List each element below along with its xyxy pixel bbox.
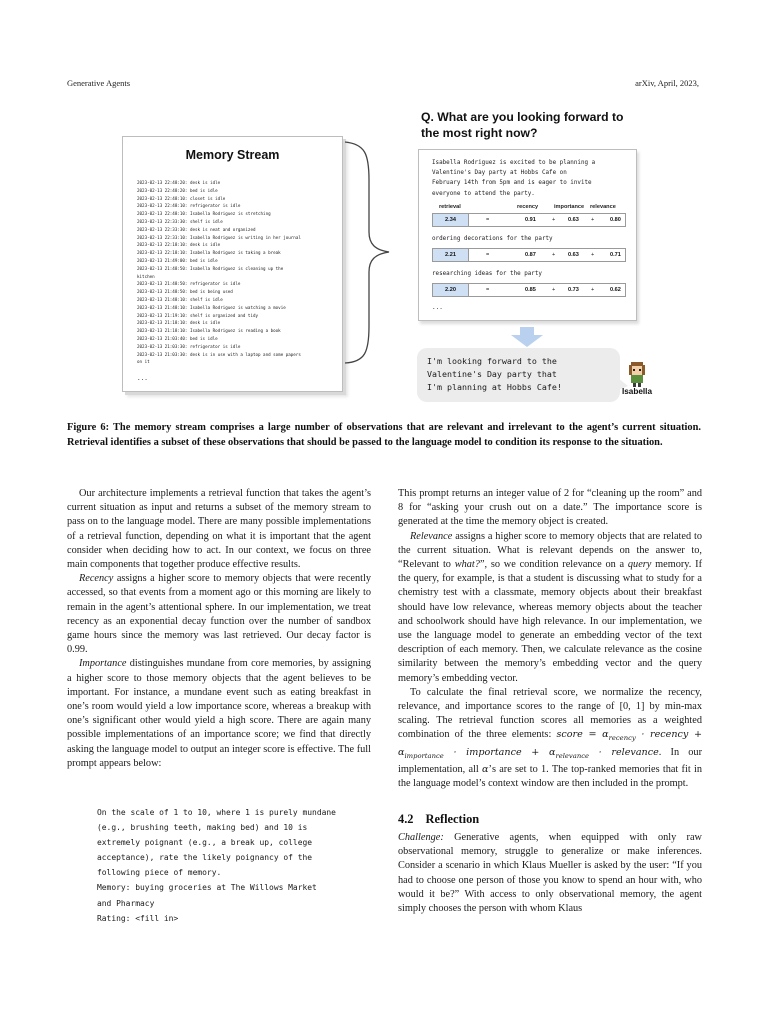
memory-entry: 2023-02-13 21:48:10: Isabella Rodriguez is watching a movie bbox=[137, 304, 286, 310]
plus-sign: + bbox=[591, 252, 595, 258]
memory-entry: 2023-02-13 21:18:10: desk is idle bbox=[137, 320, 221, 326]
plus-sign: + bbox=[552, 287, 556, 293]
memory-entry: kitchen bbox=[137, 273, 155, 279]
question-title bbox=[421, 110, 661, 141]
memory-entry: 2023-02-13 22:33:30: shelf is idle bbox=[137, 218, 223, 224]
answer-speech-bubble bbox=[417, 348, 620, 402]
plus-sign: + bbox=[591, 217, 595, 223]
importance-prompt: On the scale of 1 to 10, where 1 is purely mundane (e.g., brushing teeth, making bed) and 10 is extremely poignant (e.g., a break up, college acceptance), rate the likely poignancy of the following piece of memory. Memory: buying groceries at The Willows Market and Pharmacy Rating: <fill in> bbox=[97, 808, 336, 923]
memory-entry: 2023-02-13 21:18:10: Isabella Rodriguez is reading a book bbox=[137, 328, 281, 334]
paragraph-text: Generative agents, when equipped with only raw observational memory, struggle to generalize or make inferences. Consider a scenario in which Klaus Mueller is asked by the user: “If you had to choose one person of those you know to spend an hour with, who would it be?” With access to only observational memory, the agent simply chooses the person with whom Klaus bbox=[398, 832, 702, 915]
retrieval-ellipsis: ... bbox=[432, 304, 443, 311]
paragraph-text: assigns a higher score to memory objects that are related to the current situation. What is relevant depends on the answer to, “Relevant to bbox=[398, 530, 702, 571]
memory-entry: 2023-02-13 21:03:40: bed is idle bbox=[137, 335, 218, 341]
section-title: Reflection bbox=[425, 812, 480, 826]
equals-sign: = bbox=[486, 217, 490, 223]
paragraph-text: distinguishes mundane from core memories, by assigning a higher score to those memory objects that the agent believes to be important. For instance, a mundane event such as eating breakfast in one’s room would yield a low importance score, whereas a breakup with one’s significant other would yield a high score. There are again many possible implementations of an importance score; we find that directly asking the language model to output an integer score is effective. The full prompt appears below: bbox=[67, 658, 371, 769]
memory-text-line: everyone to attend the party. bbox=[432, 190, 535, 197]
header-importance: importance bbox=[554, 204, 585, 210]
header-recency: recency bbox=[517, 204, 539, 210]
recency-score: 0.85 bbox=[525, 287, 536, 293]
paragraph bbox=[398, 686, 702, 791]
retrieval-score: 2.21 bbox=[433, 249, 469, 261]
memory-entry: 2023-02-13 21:49:00: bed is idle bbox=[137, 257, 218, 263]
right-column bbox=[398, 487, 702, 791]
memory-entry: on it bbox=[137, 359, 150, 365]
alpha-symbol: α bbox=[482, 763, 489, 775]
paragraph bbox=[67, 657, 371, 771]
relevance-score: 0.80 bbox=[610, 217, 621, 223]
memory-entry: 2023-02-13 21:48:50: bed is being used bbox=[137, 289, 233, 295]
paragraph-text: memory. If the query, for example, is that a student is discussing what to study for a chemistry test with a classmate, memory objects about their breakfast should have low relevance, whereas memory objects about the teacher and schoolwork should have high relevance. In our implementation, we use the language model to generate an embedding vector of the text description of each memory. Then, we calculate relevance as the cosine similarity between the memory’s embedding vector and the query memory’s embedding vector. bbox=[398, 559, 702, 684]
term: Recency bbox=[79, 573, 114, 585]
memory-stream-panel bbox=[122, 136, 343, 392]
paragraph-text: To calculate the final retrieval score, we normalize the recency, relevance, and importance scores to the range of [0, 1] by min-max scaling. The retrieval function scores all memories as a weighted combination of the three elements: bbox=[398, 686, 702, 741]
paragraph bbox=[398, 530, 702, 686]
memory-entry: 2023-02-13 22:48:20: bed is idle bbox=[137, 187, 218, 193]
left-column bbox=[67, 487, 371, 771]
arrow-down-icon bbox=[510, 327, 544, 347]
memory-text-line: Isabella Rodriguez is excited to be planning a bbox=[432, 160, 596, 166]
memory-entry: 2023-02-13 22:18:10: Isabella Rodriguez is taking a break bbox=[137, 250, 281, 256]
memory-text-line: February 14th from 5pm and is eager to invite bbox=[432, 180, 592, 187]
score-row bbox=[432, 213, 626, 227]
equals-sign: = bbox=[486, 252, 490, 258]
retrieved-memory-1 bbox=[432, 158, 632, 199]
equals-sign: = bbox=[486, 287, 490, 293]
relevance-score: 0.71 bbox=[610, 252, 621, 258]
memory-entry: 2023-02-13 22:33:30: desk is neat and organized bbox=[137, 226, 256, 232]
importance-score: 0.63 bbox=[568, 252, 579, 258]
importance-score: 0.63 bbox=[568, 217, 579, 223]
memory-stream-title: Memory Stream bbox=[185, 148, 280, 162]
header-retrieval: retrieval bbox=[439, 204, 461, 210]
section-heading bbox=[398, 812, 479, 827]
memory-entry: 2023-02-13 21:48:10: shelf is idle bbox=[137, 296, 223, 302]
term: Challenge: bbox=[398, 832, 444, 843]
plus-sign: + bbox=[552, 252, 556, 258]
score-row bbox=[432, 283, 626, 297]
paragraph: This prompt returns an integer value of 2 for “cleaning up the room” and 8 for “asking your crush out on a date.” The importance score is generated at the time the memory object is created. bbox=[398, 488, 702, 528]
memory-entry: 2023-02-13 21:48:50: Isabella Rodriguez is cleaning up the bbox=[137, 265, 284, 271]
paragraph-text: assigns a higher score to memory objects that were recently accessed, so that events from a moment ago or this morning are likely to remain in the agent’s attentional sphere. In our implementation, we treat recency as an exponential decay function over the number of sandbox game hours since the memory was last retrieved. Our decay factor is 0.99. bbox=[67, 573, 371, 656]
right-column-continued bbox=[398, 831, 702, 916]
memory-entry: 2023-02-13 21:48:50: refrigerator is idle bbox=[137, 281, 241, 287]
retrieval-score: 2.34 bbox=[433, 214, 469, 226]
retrieved-memory-3: researching ideas for the party bbox=[432, 271, 542, 277]
memory-entry: 2023-02-13 22:33:10: Isabella Rodriguez is writing in her journal bbox=[137, 234, 301, 240]
memory-entry: 2023-02-13 22:48:20: desk is idle bbox=[137, 180, 221, 185]
memory-entry: 2023-02-13 22:48:10: refrigerator is idle bbox=[137, 203, 241, 209]
term: Relevance bbox=[410, 530, 453, 542]
memory-entry: 2023-02-13 21:03:30: refrigerator is idle bbox=[137, 343, 241, 349]
memory-stream-list bbox=[137, 179, 337, 366]
question-line: the most right now? bbox=[421, 125, 538, 140]
paragraph: Our architecture implements a retrieval function that takes the agent’s current situation as input and returns a subset of the memory stream to pass on to the language model. There are many possible implementations of a retrieval function, depending on what it is important that the agent consider when deciding how to act. In our context, we focus on three main components that together produce effective results. bbox=[67, 488, 371, 571]
running-header-right: arXiv, April, 2023, bbox=[635, 78, 699, 88]
figure-caption: Figure 6: The memory stream comprises a large number of observations that are relevant and irrelevant to the agent’s current situation. Retrieval identifies a subset of these observations that should be passed to the language model to condition its response to the situation. bbox=[67, 422, 701, 449]
paragraph-text: ”, so we condition relevance on a bbox=[479, 559, 628, 571]
emphasis: query bbox=[627, 559, 652, 571]
memory-entry: 2023-02-13 21:19:10: shelf is organized and tidy bbox=[137, 312, 259, 318]
answer-line: Valentine's Day party that bbox=[427, 369, 557, 380]
retrieval-panel bbox=[418, 149, 637, 321]
retrieved-memory-2: ordering decorations for the party bbox=[432, 236, 553, 242]
memory-entry: 2023-02-13 22:18:10: desk is idle bbox=[137, 242, 221, 248]
score-row bbox=[432, 248, 626, 262]
paragraph-text: . In our implementation, all bbox=[398, 746, 702, 775]
question-line: Q. What are you looking forward to bbox=[421, 110, 624, 124]
paragraph bbox=[398, 831, 702, 916]
term: Importance bbox=[79, 658, 127, 670]
relevance-score: 0.62 bbox=[610, 287, 621, 293]
retrieval-score: 2.20 bbox=[433, 284, 469, 296]
recency-score: 0.87 bbox=[525, 252, 536, 258]
memory-entry: 2023-02-13 21:03:30: desk is in use with a laptop and some papers bbox=[137, 351, 301, 357]
section-number: 4.2 bbox=[398, 812, 414, 826]
memory-entry: 2023-02-13 22:48:10: Isabella Rodriguez is stretching bbox=[137, 211, 271, 217]
emphasis: what? bbox=[454, 559, 480, 571]
paragraph-text: ’s are set to 1. The top-ranked memories that fit in the language model’s context window are then included in the prompt. bbox=[398, 763, 702, 789]
agent-avatar-icon bbox=[624, 360, 650, 388]
running-header-left: Generative Agents bbox=[67, 78, 131, 88]
agent-name-label: Isabella bbox=[621, 387, 653, 396]
score-formula: score = $\alpha_{recency}$ · recency + $\alpha_{importance}$ · importance + $\alpha_{relevance}$ · relevance bbox=[398, 729, 702, 760]
paragraph bbox=[67, 572, 371, 657]
header-relevance: relevance bbox=[590, 204, 616, 210]
curly-brace-icon bbox=[343, 140, 393, 365]
memory-entry: 2023-02-13 22:48:10: closet is idle bbox=[137, 195, 226, 201]
answer-line: I'm planning at Hobbs Cafe! bbox=[427, 382, 562, 393]
recency-score: 0.91 bbox=[525, 217, 536, 223]
plus-sign: + bbox=[591, 287, 595, 293]
importance-score: 0.73 bbox=[568, 287, 579, 293]
memory-stream-ellipsis: ... bbox=[137, 375, 148, 382]
answer-line: I'm looking forward to the bbox=[427, 356, 557, 366]
memory-text-line: Valentine's Day party at Hobbs Cafe on bbox=[432, 170, 567, 177]
plus-sign: + bbox=[552, 217, 556, 223]
